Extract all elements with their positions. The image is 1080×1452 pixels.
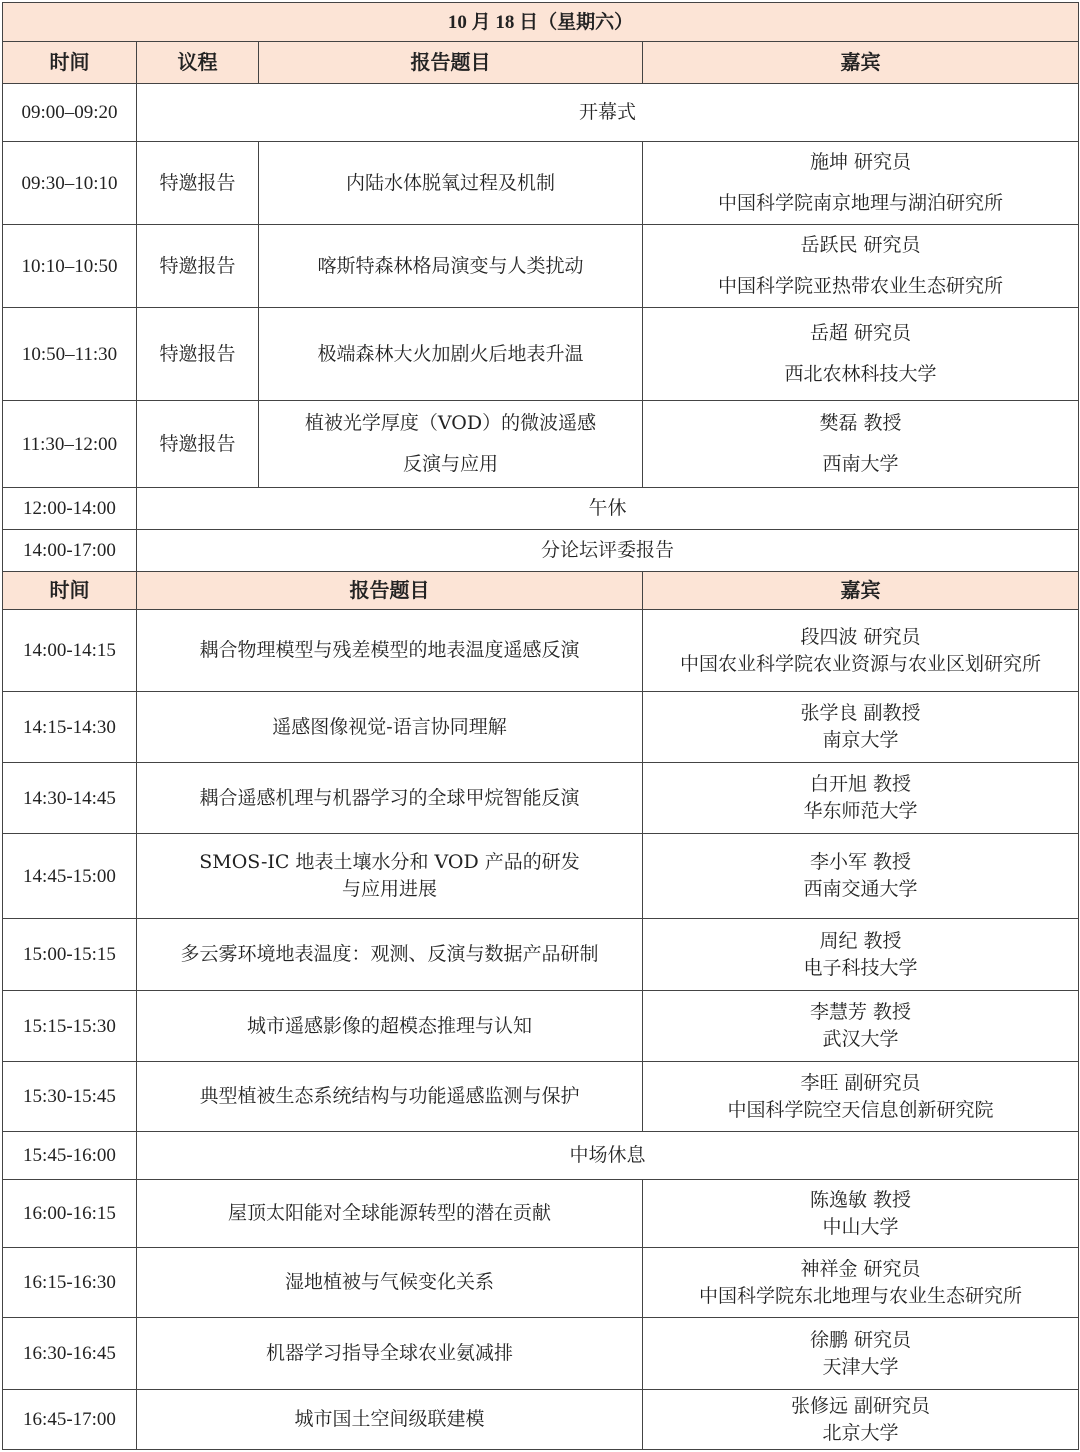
- report-row: [3, 692, 1079, 763]
- row-guest-line: 白开旭 教授: [809, 773, 912, 795]
- opening-label: 开幕式: [137, 84, 1079, 142]
- row-topic: [259, 225, 643, 308]
- row-topic-line: 耦合物理模型与残差模型的地表温度遥感反演: [199, 639, 580, 661]
- row-topic-line: 典型植被生态系统结构与功能遥感监测与保护: [199, 1085, 580, 1107]
- row-guest-line: 李小军 教授: [809, 851, 912, 873]
- report-row: [3, 1062, 1079, 1132]
- row-topic: [259, 401, 643, 488]
- row-topic: [137, 919, 643, 991]
- lunch-label: 午休: [137, 488, 1079, 530]
- row-topic-line: 屋顶太阳能对全球能源转型的潜在贡献: [227, 1202, 551, 1224]
- row-guest: [643, 763, 1079, 834]
- row-guest: [643, 308, 1079, 401]
- row-time: 14:15-14:30: [3, 692, 137, 763]
- row-time: 10:10–10:50: [3, 225, 137, 308]
- row-guest: [643, 142, 1079, 225]
- row-topic: [137, 1062, 643, 1132]
- row-guest-line: 张学良 副教授: [800, 702, 921, 724]
- header-guest: 嘉宾: [643, 42, 1079, 84]
- row-topic-line: 与应用进展: [341, 878, 437, 900]
- row-guest-line: 西南交通大学: [803, 878, 918, 900]
- row-topic: [259, 308, 643, 401]
- row-time: 16:00-16:15: [3, 1180, 137, 1248]
- row-guest-line: 中山大学: [822, 1215, 899, 1238]
- line-gap: [649, 347, 1072, 361]
- report-row: [3, 1180, 1079, 1248]
- row-guest-line: 张修远 副研究员: [790, 1394, 931, 1417]
- row-time: 15:30-15:45: [3, 1062, 137, 1132]
- break-time: 15:45-16:00: [3, 1132, 137, 1180]
- row-guest-line: 周纪 教授: [819, 929, 902, 952]
- row-guest: [643, 1390, 1079, 1450]
- row-time: 16:45-17:00: [3, 1390, 137, 1450]
- row-time: 16:15-16:30: [3, 1248, 137, 1318]
- row-agenda-type: 特邀报告: [137, 308, 259, 401]
- line-gap: [649, 437, 1072, 451]
- row-guest-line: 中国农业科学院农业资源与农业区划研究所: [680, 652, 1042, 675]
- invited-row: [3, 401, 1079, 488]
- row-topic-line: 遥感图像视觉-语言协同理解: [272, 715, 507, 738]
- row-guest-line: 中国科学院空天信息创新研究院: [727, 1098, 994, 1121]
- row-time: 16:30-16:45: [3, 1318, 137, 1390]
- header-agenda: 议程: [137, 42, 259, 84]
- row-guest: [643, 1180, 1079, 1248]
- forum-label: 分论坛评委报告: [137, 530, 1079, 572]
- row-time: 11:30–12:00: [3, 401, 137, 488]
- lunch-row: [3, 488, 1079, 530]
- report-row: [3, 834, 1079, 919]
- row-guest-line: 樊磊 教授: [819, 412, 902, 434]
- break-label: 中场休息: [137, 1132, 1079, 1180]
- row-topic-line: 湿地植被与气候变化关系: [284, 1271, 494, 1293]
- row-topic: [259, 142, 643, 225]
- report-row: [3, 991, 1079, 1062]
- row-guest: [643, 1318, 1079, 1390]
- row-guest: [643, 610, 1079, 692]
- row-guest-line: 徐鹏 研究员: [809, 1328, 912, 1351]
- header2-row: [3, 572, 1079, 610]
- date-title: 10 月 18 日（星期六）: [3, 3, 1079, 42]
- row-guest: [643, 1062, 1079, 1132]
- row-topic-line: 城市遥感影像的超模态推理与认知: [246, 1014, 532, 1037]
- row-topic: [137, 610, 643, 692]
- invited-row: [3, 308, 1079, 401]
- row-topic-line: 喀斯特森林格局演变与人类扰动: [317, 254, 584, 277]
- row-time: 14:00-14:15: [3, 610, 137, 692]
- row-time: 15:00-15:15: [3, 919, 137, 991]
- row-topic-line: 极端森林大火加剧火后地表升温: [317, 342, 584, 365]
- row-topic: [137, 991, 643, 1062]
- row-guest: [643, 919, 1079, 991]
- row-guest: [643, 225, 1079, 308]
- row-agenda-type: 特邀报告: [137, 401, 259, 488]
- header-row: [3, 42, 1079, 84]
- row-guest-line: 武汉大学: [822, 1028, 899, 1050]
- row-time: 14:45-15:00: [3, 834, 137, 919]
- line-gap: [649, 259, 1072, 273]
- date-title-row: [3, 3, 1079, 42]
- header2-topic: 报告题目: [137, 572, 643, 610]
- row-guest-line: 段四波 研究员: [800, 625, 921, 648]
- forum-time: 14:00-17:00: [3, 530, 137, 572]
- row-time: 14:30-14:45: [3, 763, 137, 834]
- row-topic: [137, 1180, 643, 1248]
- row-guest-line: 岳超 研究员: [809, 322, 912, 344]
- row-guest-line: 岳跃民 研究员: [800, 234, 921, 256]
- row-time: 09:30–10:10: [3, 142, 137, 225]
- invited-row: [3, 142, 1079, 225]
- lunch-time: 12:00-14:00: [3, 488, 137, 530]
- opening-time: 09:00–09:20: [3, 84, 137, 142]
- row-time: 15:15-15:30: [3, 991, 137, 1062]
- row-agenda-type: 特邀报告: [137, 142, 259, 225]
- row-agenda-type: 特邀报告: [137, 225, 259, 308]
- row-guest-line: 西北农林科技大学: [784, 363, 937, 385]
- row-topic: [137, 1248, 643, 1318]
- row-guest-line: 华东师范大学: [803, 800, 918, 822]
- row-guest: [643, 401, 1079, 488]
- row-guest-line: 神祥金 研究员: [800, 1257, 921, 1280]
- break-row: [3, 1132, 1079, 1180]
- row-guest: [643, 834, 1079, 919]
- row-guest: [643, 1248, 1079, 1318]
- opening-row: [3, 84, 1079, 142]
- line-gap: [265, 437, 636, 451]
- forum-row: [3, 530, 1079, 572]
- row-guest-line: 陈逸敏 教授: [809, 1188, 912, 1211]
- row-guest-line: 中国科学院亚热带农业生态研究所: [718, 275, 1004, 297]
- agenda-body: [3, 3, 1079, 1450]
- report-row: [3, 919, 1079, 991]
- invited-row: [3, 225, 1079, 308]
- header2-time: 时间: [3, 572, 137, 610]
- report-row: [3, 1390, 1079, 1450]
- row-topic-line: 耦合遥感机理与机器学习的全球甲烷智能反演: [199, 786, 580, 809]
- row-guest-line: 施坤 研究员: [809, 151, 912, 173]
- row-topic-line: 反演与应用: [402, 453, 498, 475]
- row-topic-line: 植被光学厚度（VOD）的微波遥感: [304, 412, 597, 434]
- row-guest-line: 天津大学: [822, 1355, 899, 1378]
- row-topic-line: 机器学习指导全球农业氨减排: [265, 1342, 513, 1364]
- report-row: [3, 763, 1079, 834]
- report-row: [3, 1318, 1079, 1390]
- row-guest: [643, 991, 1079, 1062]
- row-guest-line: 李慧芳 教授: [809, 1001, 912, 1023]
- row-guest-line: 电子科技大学: [803, 956, 918, 979]
- header-topic: 报告题目: [259, 42, 643, 84]
- report-row: [3, 1248, 1079, 1318]
- header2-guest: 嘉宾: [643, 572, 1079, 610]
- row-guest-line: 李旺 副研究员: [800, 1071, 921, 1094]
- header-time: 时间: [3, 42, 137, 84]
- row-topic-line: 内陆水体脱氧过程及机制: [345, 171, 555, 194]
- row-guest-line: 北京大学: [822, 1421, 899, 1444]
- row-topic: [137, 834, 643, 919]
- row-guest: [643, 692, 1079, 763]
- row-topic-line: 城市国土空间级联建模: [294, 1408, 485, 1430]
- row-topic: [137, 1390, 643, 1450]
- line-gap: [649, 176, 1072, 190]
- row-guest-line: 中国科学院南京地理与湖泊研究所: [718, 192, 1004, 214]
- row-guest-line: 西南大学: [822, 453, 899, 475]
- row-topic: [137, 763, 643, 834]
- row-time: 10:50–11:30: [3, 308, 137, 401]
- report-row: [3, 610, 1079, 692]
- row-topic: [137, 692, 643, 763]
- row-topic-line: SMOS-IC 地表土壤水分和 VOD 产品的研发: [199, 851, 580, 873]
- row-guest-line: 中国科学院东北地理与农业生态研究所: [699, 1284, 1023, 1307]
- agenda-table: [2, 2, 1079, 1450]
- row-topic-line: 多云雾环境地表温度：观测、反演与数据产品研制: [180, 943, 599, 965]
- row-topic: [137, 1318, 643, 1390]
- row-guest-line: 南京大学: [822, 729, 899, 751]
